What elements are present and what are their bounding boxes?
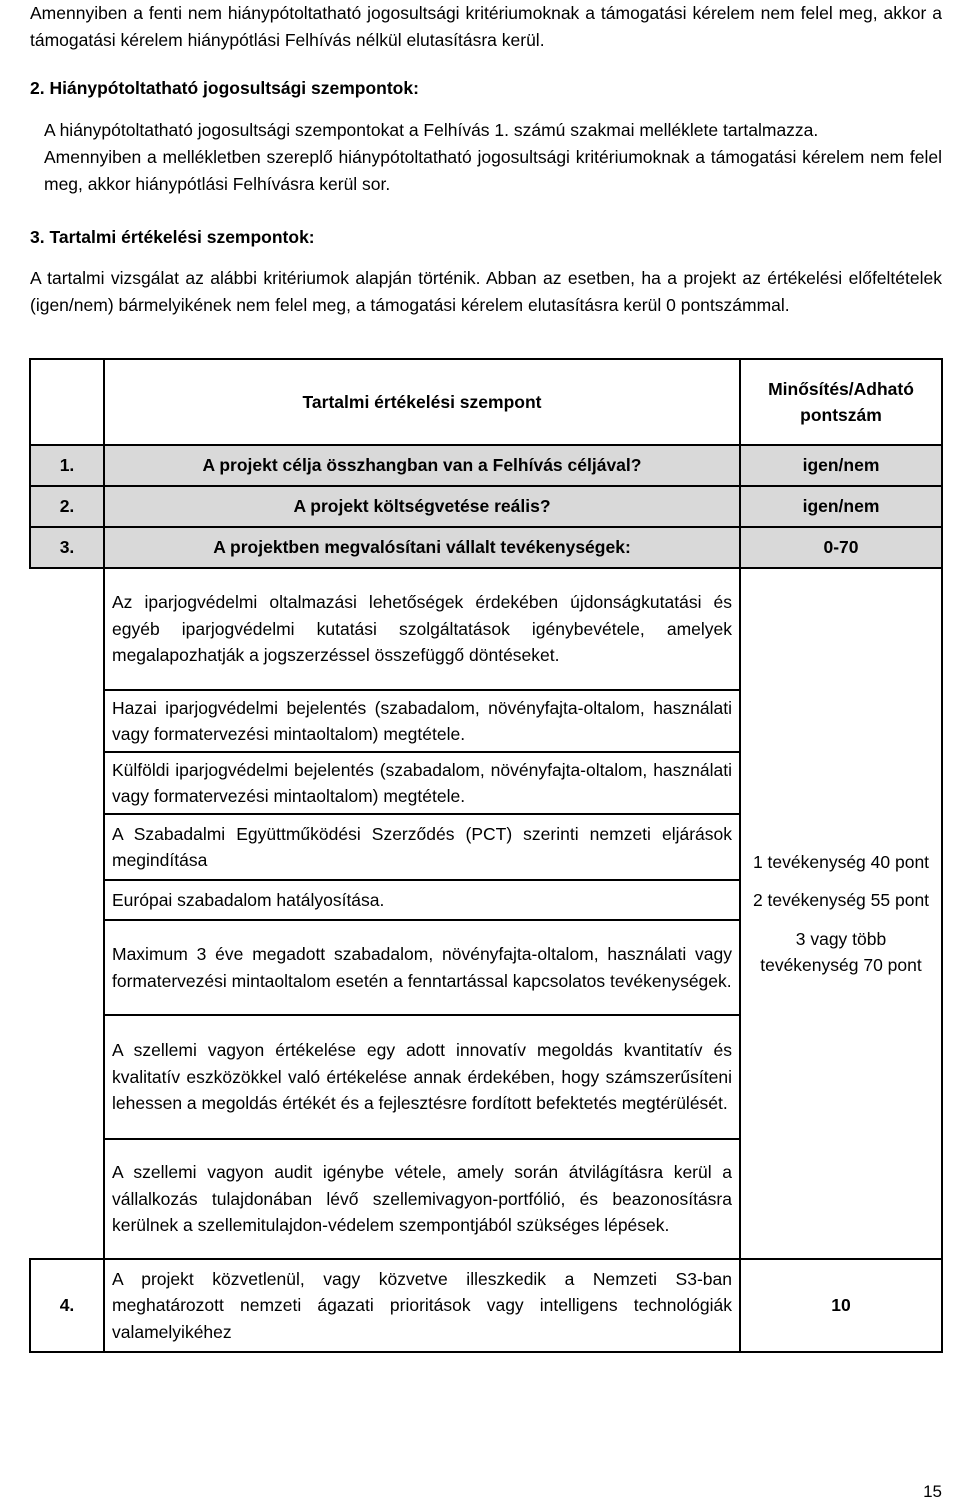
score-one-activity: 1 tevékenység 40 pont xyxy=(752,851,930,872)
row-4-num: 4. xyxy=(30,1259,104,1352)
row-1-score: igen/nem xyxy=(740,445,942,486)
section-3-heading: 3. Tartalmi értékelési szempontok: xyxy=(30,227,315,247)
row-4-score: 10 xyxy=(740,1259,942,1352)
activity-num-blank xyxy=(30,568,104,1259)
header-criterion-cell: Tartalmi értékelési szempont xyxy=(104,359,740,445)
score-three-activities: 3 vagy több tevékenység 70 pont xyxy=(760,928,922,975)
row-2-text: A projekt költségvetése reális? xyxy=(104,486,740,527)
page-number: 15 xyxy=(923,1482,942,1501)
activity-8: A szellemi vagyon audit igénybe vétele, amely során átvilágításra kerül a vállalkozás tulajdonában lévő szellemivagyon-portfólió, és beazonosításra kerülnek a szellemitulajdon-védelem szempontjából szükséges lépések. xyxy=(104,1139,740,1259)
table-row xyxy=(30,486,942,527)
row-4-text: A projekt közvetlenül, vagy közvetve illeszkedik a Nemzeti S3-ban meghatározott nemzeti ágazati prioritások vagy intelligens technológiák valamelyikéhez xyxy=(104,1259,740,1352)
table-row xyxy=(30,445,942,486)
header-num-cell xyxy=(30,359,104,445)
row-1-text: A projekt célja összhangban van a Felhívás céljával? xyxy=(104,445,740,486)
header-score-cell: Minősítés/Adható pontszám xyxy=(740,359,942,445)
row-3-score: 0-70 xyxy=(740,527,942,568)
activity-6: Maximum 3 éve megadott szabadalom, növényfajta-oltalom, használati vagy formatervezési mintaoltalom esetén a fenntartással kapcsolatos tevékenységek. xyxy=(104,920,740,1015)
row-3-text: A projektben megvalósítani vállalt tevékenységek: xyxy=(104,527,740,568)
row-3-num: 3. xyxy=(30,527,104,568)
activity-score-cell xyxy=(740,568,942,1259)
row-1-num: 1. xyxy=(30,445,104,486)
evaluation-criteria-table xyxy=(29,358,943,1353)
table-row xyxy=(30,527,942,568)
section-2-heading: 2. Hiánypótoltatható jogosultsági szempontok: xyxy=(30,78,419,98)
row-2-score: igen/nem xyxy=(740,486,942,527)
activity-4: A Szabadalmi Együttműködési Szerződés (PCT) szerinti nemzeti eljárások megindítása xyxy=(104,814,740,880)
score-two-activities: 2 tevékenység 55 pont xyxy=(752,890,930,910)
table-row xyxy=(30,1259,942,1352)
section-2-line-2: Amennyiben a mellékletben szereplő hiánypótoltatható jogosultsági kritériumoknak a támogatási kérelem nem felel meg, akkor hiánypótlási Felhívásra kerül sor. xyxy=(44,147,942,194)
activity-7: A szellemi vagyon értékelése egy adott innovatív megoldás kvantitatív és kvalitatív eszközökkel való értékelése annak érdekében, hogy számszerűsíteni lehessen a megoldás értékét és a fejlesztésre fordított befektetés megtérülését. xyxy=(104,1015,740,1139)
activity-1: Az iparjogvédelmi oltalmazási lehetőségek érdekében újdonságkutatási és egyéb iparjogvédelmi kutatási szolgáltatások igénybevétele, amelyek megalapozhatják a jogszerzéssel összefüggő döntéseket. xyxy=(104,568,740,690)
table-header-row xyxy=(30,359,942,445)
row-2-num: 2. xyxy=(30,486,104,527)
activity-5: Európai szabadalom hatályosítása. xyxy=(104,880,740,920)
intro-paragraph: Amennyiben a fenti nem hiánypótoltatható jogosultsági kritériumoknak a támogatási kérelem nem felel meg, akkor a támogatási kérelem hiánypótlási Felhívás nélkül elutasításra kerül. xyxy=(30,3,942,50)
activity-3: Külföldi iparjogvédelmi bejelentés (szabadalom, növényfajta-oltalom, használati vagy formatervezési mintaoltalom) megtétele. xyxy=(104,752,740,814)
activity-row xyxy=(30,568,942,690)
activity-2: Hazai iparjogvédelmi bejelentés (szabadalom, növényfajta-oltalom, használati vagy formatervezési mintaoltalom) megtétele. xyxy=(104,690,740,752)
section-2-line-1: A hiánypótoltatható jogosultsági szempontokat a Felhívás 1. számú szakmai melléklete tartalmazza. xyxy=(44,120,819,140)
section-3-paragraph: A tartalmi vizsgálat az alábbi kritériumok alapján történik. Abban az esetben, ha a projekt az értékelési előfeltételek (igen/nem) bármelyikének nem felel meg, a támogatási kérelem elutasításra kerül 0 pontszámmal. xyxy=(30,268,942,315)
